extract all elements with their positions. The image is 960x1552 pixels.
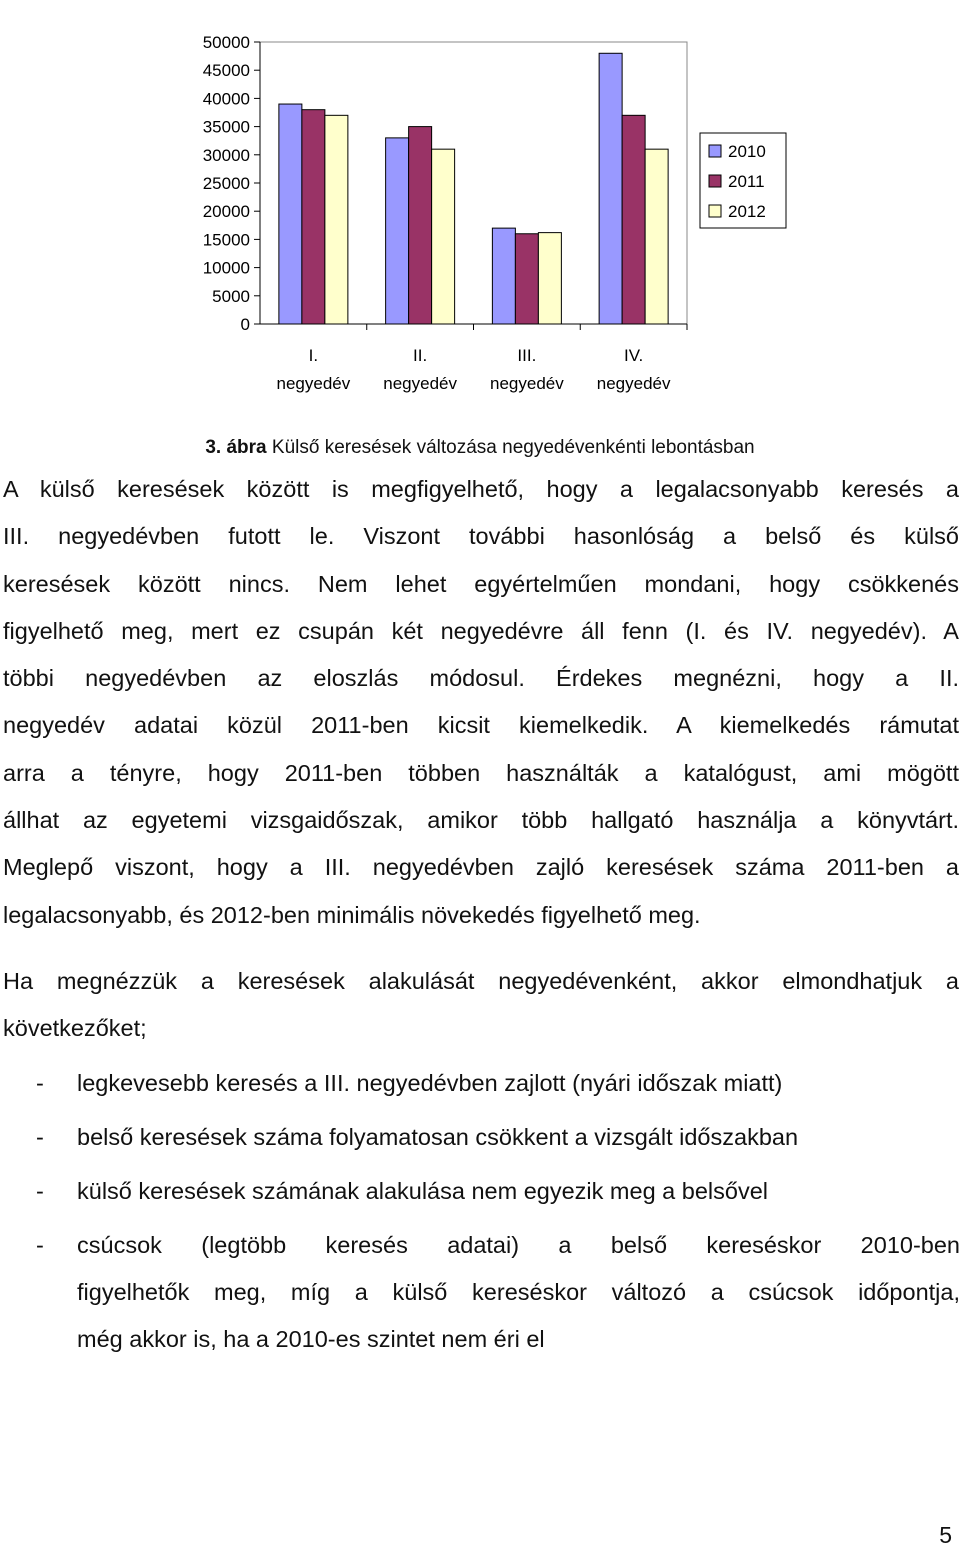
y-tick-label: 15000: [202, 230, 250, 250]
bar: [515, 234, 538, 324]
bullet-dash: -: [36, 1070, 44, 1096]
list-item-text: [77, 1168, 960, 1215]
x-tick-label: II.: [413, 346, 428, 365]
list-item: [0, 1168, 960, 1215]
body-paragraph-1: [3, 466, 959, 939]
page-number: 5: [939, 1522, 952, 1548]
list-item-line: külső keresések számának alakulása nem egyezik meg a belsővel: [77, 1178, 768, 1204]
paragraph-line: keresések között nincs. Nem lehet egyértelműen mondani, hogy csökkenés: [3, 570, 959, 597]
paragraph-line: figyelhető meg, mert ez csupán két negyedévre áll fenn (I. és IV. negyedév). A: [3, 617, 959, 644]
y-tick-label: 20000: [202, 202, 250, 222]
bar: [622, 115, 645, 324]
list-item-text: [77, 1222, 960, 1363]
bar: [492, 228, 515, 324]
list-item: [0, 1060, 960, 1107]
paragraph-line: legalacsonyabb, és 2012-ben minimális növekedés figyelhető meg.: [3, 901, 701, 928]
list-item-line: legkevesebb keresés a III. negyedévben zajlott (nyári időszak miatt): [77, 1070, 783, 1096]
paragraph-line: III. negyedévben futott le. Viszont további hasonlóság a belső és külső: [3, 523, 959, 550]
list-item-line: belső keresések száma folyamatosan csökkent a vizsgált időszakban: [77, 1124, 799, 1150]
bar: [325, 115, 348, 324]
list-item-text: [77, 1060, 960, 1107]
paragraph-line: negyedév adatai közül 2011-ben kicsit kiemelkedik. A kiemelkedés rámutat: [3, 712, 959, 739]
paragraph-line: A külső keresések között is megfigyelhető, hogy a legalacsonyabb keresés a: [3, 476, 959, 502]
legend-swatch: [709, 205, 721, 217]
list-item-line: még akkor is, ha a 2010-es szintet nem éri el: [77, 1326, 545, 1352]
body-paragraph-2: [3, 958, 959, 1053]
x-tick-label: III.: [517, 346, 537, 365]
y-tick-label: 5000: [212, 286, 250, 306]
y-tick-label: 10000: [202, 258, 250, 278]
bar: [279, 104, 302, 324]
bar: [302, 110, 325, 324]
list-item-line: csúcsok (legtöbb keresés adatai) a belső kereséskor 2010-ben: [77, 1232, 960, 1258]
list-item-line: figyelhetők meg, míg a külső kereséskor változó a csúcsok időpontja,: [77, 1279, 960, 1305]
x-tick-label: negyedév: [383, 374, 457, 393]
paragraph-line: Ha megnézzük a keresések alakulását negyedévenként, akkor elmondhatjuk a: [3, 968, 959, 994]
bar-chart: [160, 20, 800, 420]
bar: [409, 127, 432, 324]
paragraph-line: arra a tényre, hogy 2011-ben többen használták a katalógust, ami mögött: [3, 759, 959, 786]
bullet-dash: -: [36, 1124, 44, 1150]
bar: [538, 233, 561, 324]
list-item-text: [77, 1114, 960, 1161]
bar: [432, 149, 455, 324]
caption-text: Külső keresések változása negyedévenkénti lebontásban: [266, 437, 755, 458]
paragraph-line: állhat az egyetemi vizsgaidőszak, amikor több hallgató használja a könyvtárt.: [3, 807, 959, 834]
legend-swatch: [709, 145, 721, 157]
list-item: [0, 1222, 960, 1363]
paragraph-line: Meglepő viszont, hogy a III. negyedévben zajló keresések száma 2011-ben a: [3, 854, 959, 881]
x-tick-label: negyedév: [490, 374, 564, 393]
x-tick-label: negyedév: [276, 374, 351, 393]
bullet-dash: -: [36, 1178, 44, 1204]
y-tick-label: 30000: [202, 145, 250, 165]
y-tick-label: 35000: [202, 117, 250, 137]
legend-label: 2012: [728, 202, 766, 221]
conclusion-list: [0, 1060, 960, 1370]
bullet-dash: -: [36, 1232, 44, 1258]
x-tick-label: IV.: [624, 346, 644, 365]
figure-caption: [0, 437, 960, 459]
y-tick-label: 45000: [202, 61, 250, 81]
paragraph-line: többi negyedévben az eloszlás módosul. Érdekes megnézni, hogy a II.: [3, 665, 959, 692]
bar: [645, 149, 668, 324]
x-tick-label: I.: [308, 346, 319, 365]
y-tick-label: 40000: [202, 89, 250, 109]
y-tick-label: 25000: [202, 174, 250, 193]
bar: [386, 138, 409, 324]
x-tick-label: negyedév: [596, 374, 671, 393]
legend-label: 2010: [728, 142, 766, 161]
y-tick-label: 50000: [202, 33, 250, 52]
bar: [599, 53, 622, 324]
legend-label: 2011: [728, 172, 765, 191]
paragraph-line: következőket;: [3, 1015, 147, 1042]
legend-swatch: [709, 175, 721, 187]
caption-label: 3. ábra: [205, 437, 267, 458]
y-tick-label: 0: [240, 315, 250, 334]
list-item: [0, 1114, 960, 1161]
